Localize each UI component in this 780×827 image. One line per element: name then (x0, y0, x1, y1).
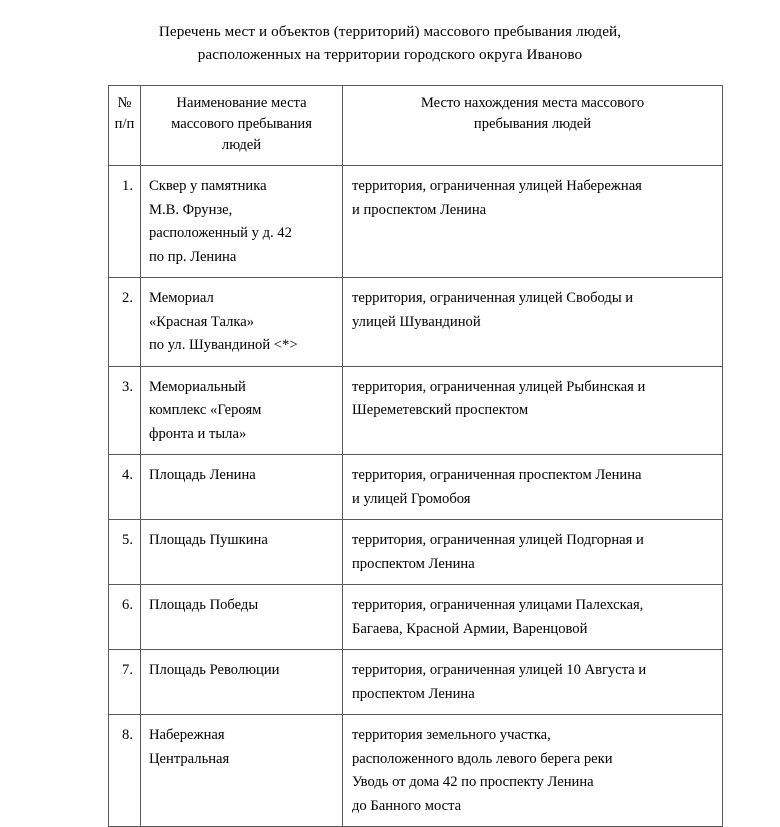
table-body (109, 166, 723, 827)
place-name-line: Сквер у памятника (149, 178, 267, 194)
place-name-line: фронта и тыла» (149, 425, 247, 442)
place-name-cell (141, 650, 343, 715)
column-header-location-line-2: пребывания людей (473, 116, 592, 132)
row-number: 3. (109, 366, 141, 455)
row-number: 4. (109, 455, 141, 520)
row-number: 1. (109, 166, 141, 278)
table-row (109, 585, 723, 650)
table-row (109, 166, 723, 278)
place-location-line: территория, ограниченная улицей Подгорная и (352, 532, 644, 548)
place-location-cell (343, 520, 723, 585)
table-row (109, 520, 723, 585)
row-number: 7. (109, 650, 141, 715)
table-row (109, 366, 723, 455)
place-location-line: Багаева, Красной Армии, Варенцовой (352, 620, 588, 637)
page-title-line-1: Перечень мест и объектов (территорий) массового пребывания людей, (158, 23, 622, 40)
place-name-line: Мемориальный (149, 378, 246, 395)
place-name-line: Площадь Пушкина (149, 532, 268, 548)
place-name-cell (141, 455, 343, 520)
table-row (109, 715, 723, 827)
place-name-line: Набережная (149, 727, 225, 743)
column-header-location (343, 86, 723, 166)
column-header-name (141, 86, 343, 166)
place-name-line: по пр. Ленина (149, 248, 237, 265)
place-location-cell (343, 715, 723, 827)
table-row (109, 650, 723, 715)
place-location-line: и проспектом Ленина (352, 201, 487, 218)
place-location-cell (343, 585, 723, 650)
place-name-cell (141, 278, 343, 367)
row-number: 8. (109, 715, 141, 827)
row-number: 6. (109, 585, 141, 650)
place-name-line: по ул. Шувандиной <*> (149, 337, 298, 353)
place-name-line: «Красная Талка» (149, 313, 255, 330)
place-name-line: М.В. Фрунзе, (149, 201, 233, 218)
place-name-cell (141, 166, 343, 278)
place-location-line: территория земельного участка, (352, 727, 551, 743)
place-location-cell (343, 278, 723, 367)
column-header-number (109, 86, 141, 166)
place-location-line: территория, ограниченная улицей Набережная (352, 178, 642, 194)
page-title (0, 20, 780, 66)
column-header-number-line-1: № (117, 95, 132, 111)
place-location-cell (343, 366, 723, 455)
table-header (109, 86, 723, 166)
row-number: 5. (109, 520, 141, 585)
place-location-cell (343, 650, 723, 715)
place-location-line: проспектом Ленина (352, 555, 475, 572)
place-location-line: Шереметевский проспектом (352, 402, 529, 418)
place-location-line: территория, ограниченная улицей Рыбинская и (352, 378, 646, 395)
place-location-line: территория, ограниченная проспектом Ленина (352, 467, 642, 483)
column-header-name-line-2: массового пребывания (171, 116, 312, 132)
column-header-name-line-3: людей (221, 137, 262, 153)
place-location-line: проспектом Ленина (352, 685, 475, 702)
place-name-line: Площадь Победы (149, 597, 259, 613)
place-name-cell (141, 520, 343, 585)
place-name-line: Площадь Ленина (149, 467, 256, 483)
place-location-cell (343, 455, 723, 520)
table-row (109, 278, 723, 367)
column-header-location-line-1: Место нахождения места массового (420, 95, 645, 111)
place-name-line: комплекс «Героям (149, 402, 262, 418)
row-number: 2. (109, 278, 141, 367)
column-header-name-line-1: Наименование места (176, 95, 307, 111)
place-location-line: территория, ограниченная улицами Палехская, (352, 597, 644, 613)
place-location-line: территория, ограниченная улицей 10 Августа и (352, 662, 647, 678)
place-location-line: и улицей Громобоя (352, 490, 471, 507)
place-location-cell (343, 166, 723, 278)
place-name-cell (141, 585, 343, 650)
place-name-line: Площадь Революции (149, 662, 280, 678)
places-table (108, 85, 723, 827)
place-name-line: расположенный у д. 42 (149, 225, 292, 241)
place-location-line: до Банного моста (352, 797, 462, 814)
place-name-line: Мемориал (149, 290, 214, 306)
place-location-line: улицей Шувандиной (352, 313, 481, 330)
table-header-row (109, 86, 723, 166)
place-name-cell (141, 366, 343, 455)
column-header-number-line-2: п/п (114, 116, 135, 132)
place-location-line: территория, ограниченная улицей Свободы и (352, 290, 634, 306)
place-name-cell (141, 715, 343, 827)
table-row (109, 455, 723, 520)
place-location-line: Уводь от дома 42 по проспекту Ленина (352, 774, 594, 790)
page-title-line-2: расположенных на территории городского округа Иваново (197, 46, 583, 63)
place-name-line: Центральная (149, 750, 230, 767)
place-location-line: расположенного вдоль левого берега реки (352, 750, 613, 767)
